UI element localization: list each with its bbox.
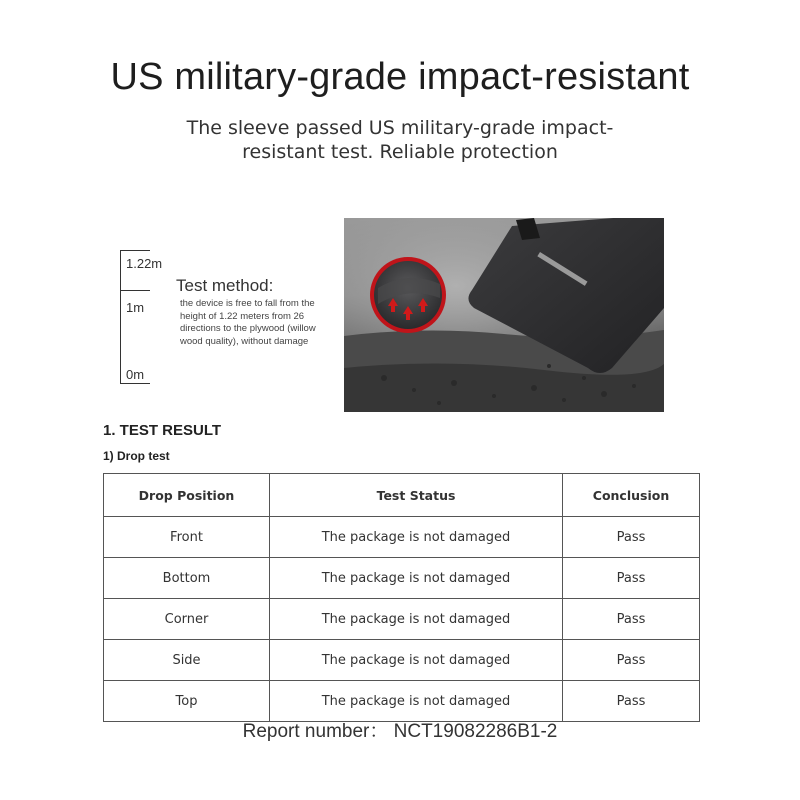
cell-position: Corner xyxy=(104,599,270,640)
scale-label-middle: 1m xyxy=(126,300,145,315)
drop-test-heading: 1) Drop test xyxy=(103,449,170,463)
cell-position: Top xyxy=(104,681,270,722)
page-subtitle: The sleeve passed US military-grade impact-resistant test. Reliable protection xyxy=(186,117,614,163)
drop-test-photo xyxy=(344,218,664,412)
table-row xyxy=(104,558,700,599)
table-row xyxy=(104,599,700,640)
scale-tick-top xyxy=(120,250,150,251)
table-row xyxy=(104,517,700,558)
column-header-conclusion: Conclusion xyxy=(563,474,700,517)
cell-status: The package is not damaged xyxy=(270,558,563,599)
cell-position: Front xyxy=(104,517,270,558)
scale-tick-bottom xyxy=(120,383,150,384)
drop-test-illustration xyxy=(344,218,664,412)
scale-label-top: 1.22m xyxy=(126,256,163,271)
cell-status: The package is not damaged xyxy=(270,640,563,681)
cell-position: Bottom xyxy=(104,558,270,599)
scale-label-bottom: 0m xyxy=(126,367,145,382)
cell-conclusion: Pass xyxy=(563,517,700,558)
cell-status: The package is not damaged xyxy=(270,599,563,640)
test-result-heading: 1. TEST RESULT xyxy=(103,422,222,439)
cell-conclusion: Pass xyxy=(563,599,700,640)
column-header-status: Test Status xyxy=(270,474,563,517)
cell-conclusion: Pass xyxy=(563,640,700,681)
fabric-closeup xyxy=(370,257,446,333)
drop-test-table xyxy=(103,473,700,722)
cell-status: The package is not damaged xyxy=(270,517,563,558)
test-method-title: Test method: xyxy=(176,276,274,295)
height-scale xyxy=(120,250,163,384)
scale-axis xyxy=(120,250,121,384)
page-title: US military-grade impact-resistant xyxy=(110,56,690,98)
table-header-row xyxy=(104,474,700,517)
cell-status: The package is not damaged xyxy=(270,681,563,722)
scale-tick-middle xyxy=(120,290,150,291)
cell-position: Side xyxy=(104,640,270,681)
table-row xyxy=(104,640,700,681)
report-number: Report number： NCT19082286B1-2 xyxy=(242,721,558,742)
test-method-description: the device is free to fall from the height of 1.22 meters from 26 directions to the plywood (willow wood quality), without damage xyxy=(180,298,316,347)
cell-conclusion: Pass xyxy=(563,558,700,599)
column-header-position: Drop Position xyxy=(104,474,270,517)
cell-conclusion: Pass xyxy=(563,681,700,722)
